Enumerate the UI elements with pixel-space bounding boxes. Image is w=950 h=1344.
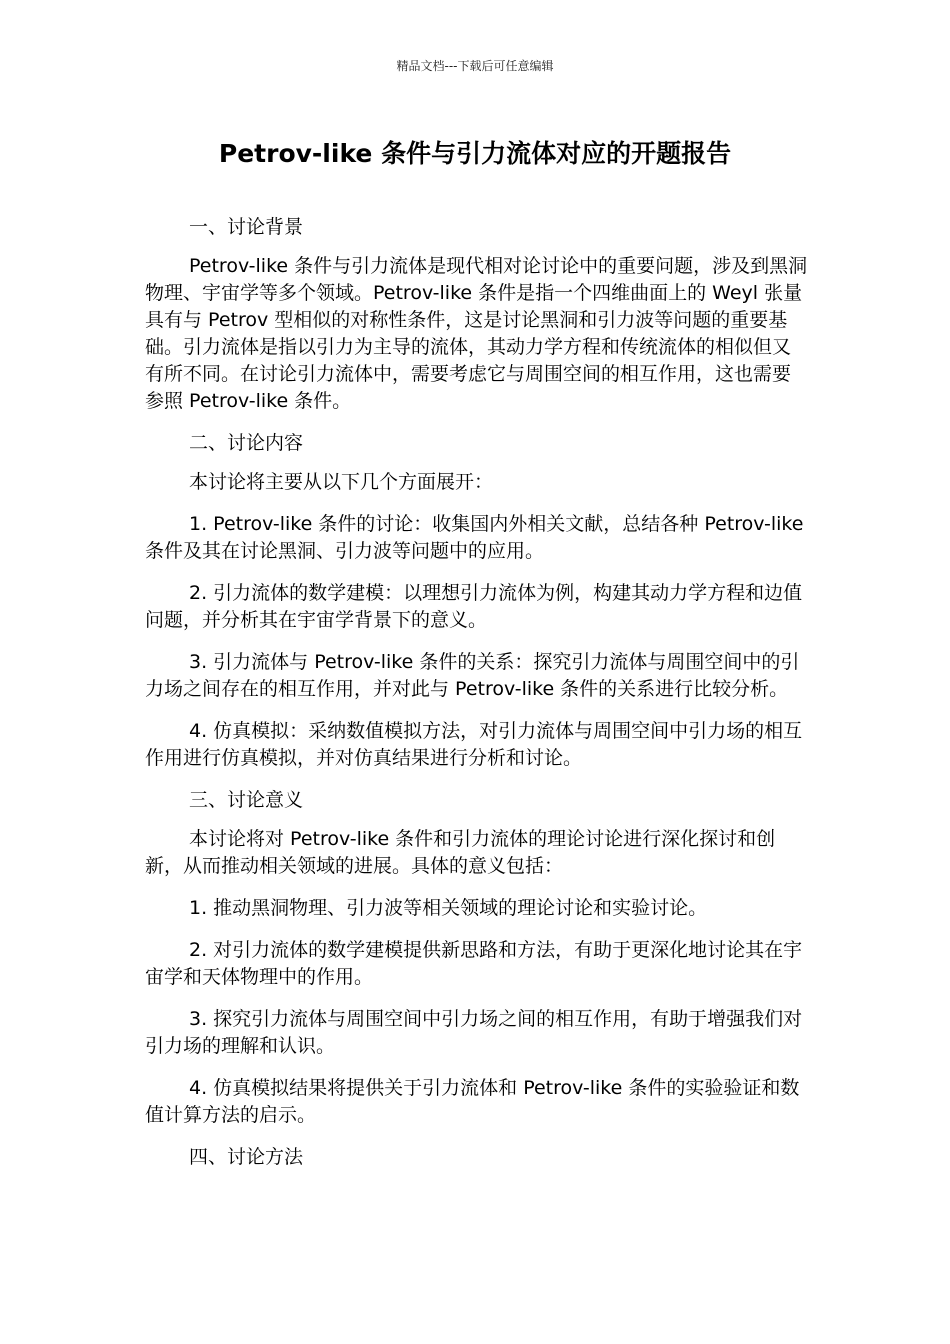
list-item-content-1: 1. Petrov-like 条件的讨论：收集国内外相关文献，总结各种 Petrov-like 条件及其在讨论黑洞、引力波等问题中的应用。 — [145, 513, 804, 562]
list-item-content-2: 2. 引力流体的数学建模：以理想引力流体为例，构建其动力学方程和边值问题，并分析其在宇宙学背景下的意义。 — [145, 582, 803, 631]
list-item-significance-3: 3. 探究引力流体与周围空间中引力场之间的相互作用，有助于增强我们对引力场的理解和认识。 — [145, 1008, 803, 1057]
paragraph-background: Petrov-like 条件与引力流体是现代相对论讨论中的重要问题，涉及到黑洞物理、宇宙学等多个领域。Petrov-like 条件是指一个四维曲面上的 Weyl 张量具有与 Petrov 型相似的对称性条件，这是讨论黑洞和引力波等问题的重要基础。引力流体是指以引力为主导的流体，其动力学方程和传统流体的相似但又有所不同。在讨论引力流体中，需要考虑它与周围空间的相互作用，这也需要参照 Petrov-like 条件。 — [145, 255, 808, 412]
paragraph-content-intro: 本讨论将主要从以下几个方面展开： — [189, 471, 494, 493]
paragraph-significance-intro: 本讨论将对 Petrov-like 条件和引力流体的理论讨论进行深化探讨和创新，从而推动相关领域的进展。具体的意义包括： — [145, 828, 776, 877]
document-body — [145, 214, 808, 1183]
header-note: 精品文档---下载后可任意编辑 — [396, 59, 554, 73]
section-heading-content: 二、讨论内容 — [189, 432, 304, 454]
section-heading-method: 四、讨论方法 — [189, 1146, 304, 1168]
list-item-significance-2: 2. 对引力流体的数学建模提供新思路和方法，有助于更深化地讨论其在宇宙学和天体物理中的作用。 — [145, 939, 803, 988]
list-item-content-4: 4. 仿真模拟：采纳数值模拟方法，对引力流体与周围空间中引力场的相互作用进行仿真模拟，并对仿真结果进行分析和讨论。 — [145, 720, 803, 769]
list-item-significance-1: 1. 推动黑洞物理、引力波等相关领域的理论讨论和实验讨论。 — [189, 897, 708, 919]
document-title: Petrov-like 条件与引力流体对应的开题报告 — [218, 139, 732, 168]
list-item-significance-4: 4. 仿真模拟结果将提供关于引力流体和 Petrov-like 条件的实验验证和数值计算方法的启示。 — [145, 1077, 800, 1126]
section-heading-background: 一、讨论背景 — [189, 216, 304, 238]
list-item-content-3: 3. 引力流体与 Petrov-like 条件的关系：探究引力流体与周围空间中的引力场之间存在的相互作用，并对此与 Petrov-like 条件的关系进行比较分析。 — [145, 651, 800, 700]
section-heading-significance: 三、讨论意义 — [189, 789, 304, 811]
